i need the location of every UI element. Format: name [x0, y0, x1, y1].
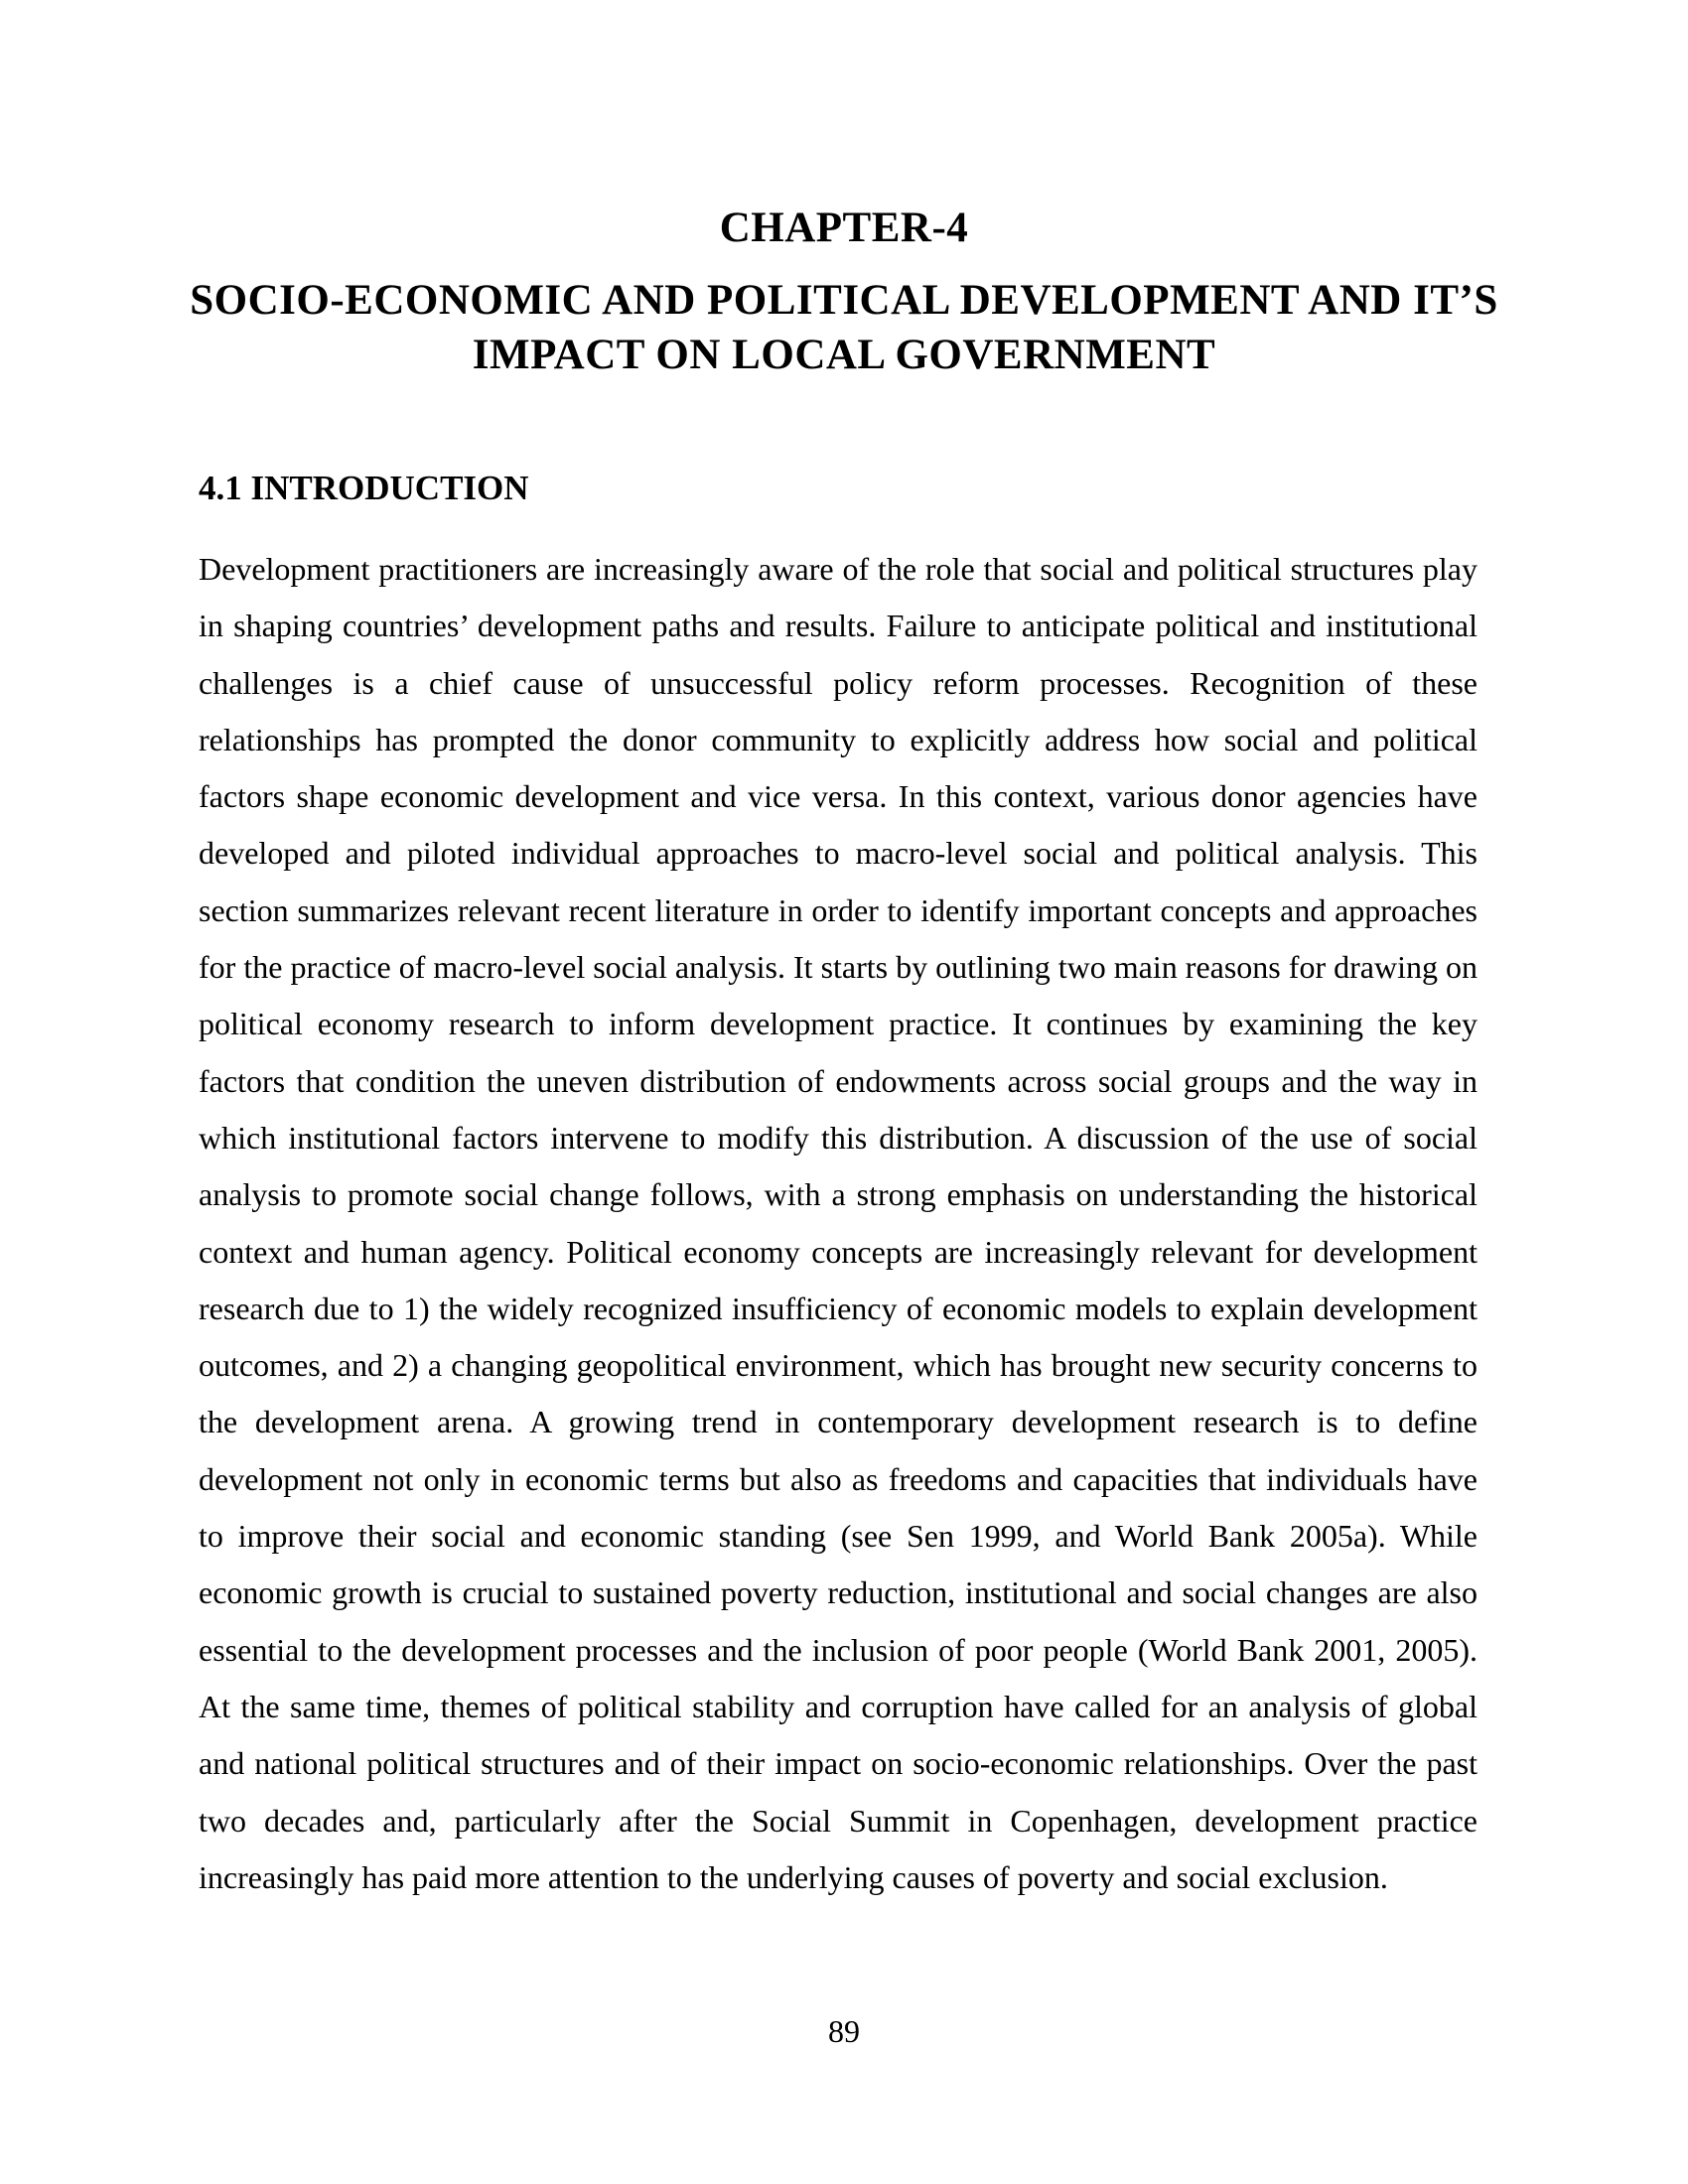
title-line-2: IMPACT ON LOCAL GOVERNMENT [472, 332, 1216, 378]
document-title [0, 273, 1688, 382]
body-paragraph: Development practitioners are increasingly aware of the role that social and political structures play in shaping countries’ development paths and results. Failure to anticipate political and institutional challenges is a chief cause of unsuccessful policy reform processes. Recognition of these relationships has prompted the donor community to explicitly address how social and political factors shape economic development and vice versa. In this context, various donor agencies have developed and piloted individual approaches to macro-level social and political analysis. This section summarizes relevant recent literature in order to identify important concepts and approaches for the practice of macro-level social analysis. It starts by outlining two main reasons for drawing on political economy research to inform development practice. It continues by examining the key factors that condition the uneven distribution of endowments across social groups and the way in which institutional factors intervene to modify this distribution. A discussion of the use of social analysis to promote social change follows, with a strong emphasis on understanding the historical context and human agency. Political economy concepts are increasingly relevant for development research due to 1) the widely recognized insufficiency of economic models to explain development outcomes, and 2) a changing geopolitical environment, which has brought new security concerns to the development arena. A growing trend in contemporary development research is to define development not only in economic terms but also as freedoms and capacities that individuals have to improve their social and economic standing (see Sen 1999, and World Bank 2005a). While economic growth is crucial to sustained poverty reduction, institutional and social changes are also essential to the development processes and the inclusion of poor people (World Bank 2001, 2005). At the same time, themes of political stability and corruption have called for an analysis of global and national political structures and of their impact on socio-economic relationships. Over the past two decades and, particularly after the Social Summit in Copenhagen, development practice increasingly has paid more attention to the underlying causes of poverty and social exclusion. [199, 551, 1477, 1895]
page-number: 89 [828, 2013, 860, 2049]
title-line-1: SOCIO-ECONOMIC AND POLITICAL DEVELOPMENT AND IT’S [190, 277, 1498, 324]
chapter-heading: CHAPTER-4 [719, 205, 969, 251]
section-heading: 4.1 INTRODUCTION [199, 469, 529, 507]
